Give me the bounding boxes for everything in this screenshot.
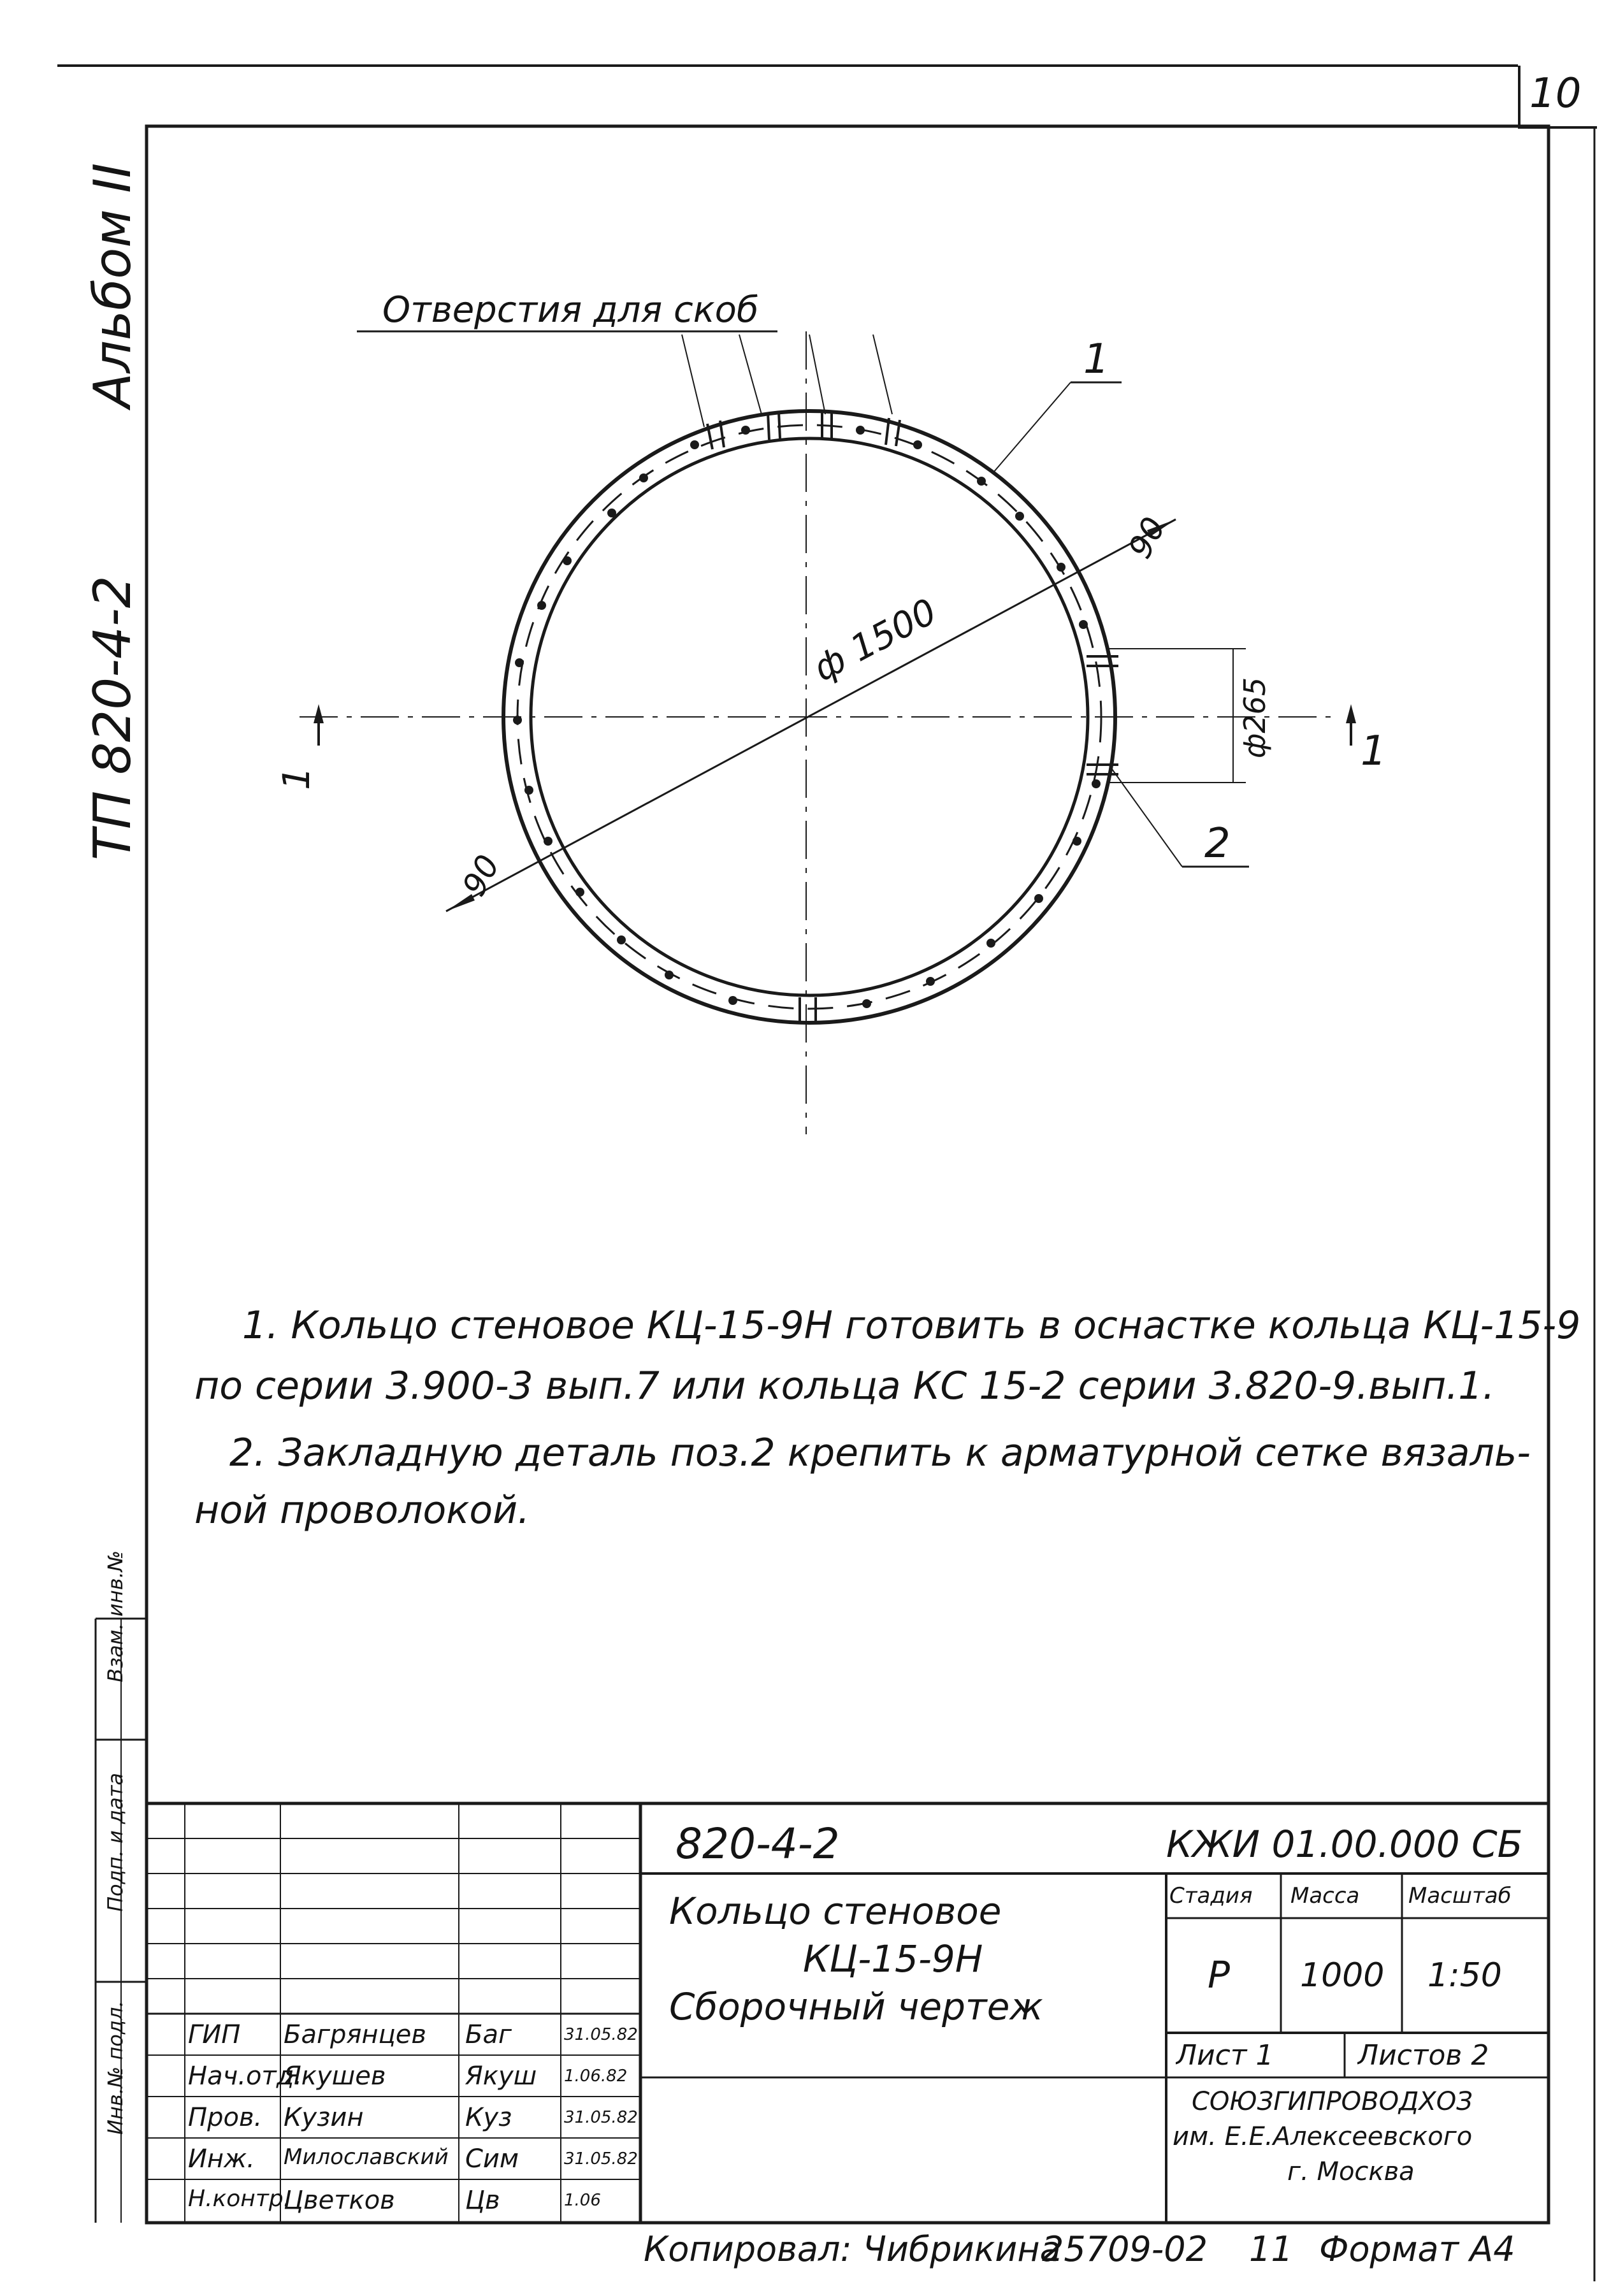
title-line-3: Сборочный чертеж [669, 1985, 1043, 2028]
section-left-label: 1 [275, 767, 318, 790]
staff-name: Милославский [284, 2144, 449, 2170]
org-line-2: им. Е.Е.Алексеевского [1173, 2122, 1473, 2151]
note-line-1: 1. Кольцо стеновое КЦ-15-9Н готовить в оснастке кольца КЦ-15-9 [242, 1303, 1581, 1348]
staff-signature: Баг [465, 2020, 512, 2049]
dim-90-left: 90 [455, 849, 507, 902]
staff-date: 31.05.82 [564, 2108, 638, 2127]
stamp-inv-orig: Инв.№ подл. [103, 2000, 127, 2135]
staff-role: Н.контр. [188, 2186, 291, 2212]
staff-date: 1.06.82 [564, 2067, 628, 2086]
stamp-inv-dupl: Взам. инв.№ [103, 1550, 127, 1682]
scale-header: Масштаб [1408, 1883, 1512, 1909]
dim-265: ф265 [1238, 677, 1272, 758]
pos-2-label: 2 [1204, 820, 1231, 867]
sheets-total: Листов 2 [1357, 2039, 1489, 2072]
note-line-4: ной проволокой. [194, 1488, 530, 1533]
staff-signature: Сим [465, 2144, 519, 2174]
staff-name: Якушев [284, 2061, 386, 2091]
series-label: ТП 820-4-2 [83, 575, 142, 860]
staff-signature: Куз [465, 2103, 512, 2132]
paper-format: Формат А4 [1319, 2229, 1515, 2269]
staff-role: Пров. [188, 2103, 263, 2132]
title-line-2: КЦ-15-9Н [803, 1937, 983, 1981]
stage-value: Р [1208, 1953, 1230, 1996]
note-line-3: 2. Закладную деталь поз.2 крепить к арматурной сетке вязаль- [229, 1431, 1531, 1475]
org-line-1: СОЮЗГИПРОВОДХОЗ [1192, 2087, 1473, 2116]
staff-date: 31.05.82 [564, 2025, 638, 2044]
title-line-1: Кольцо стеновое [669, 1889, 1002, 1933]
project-number: 820-4-2 [675, 1819, 840, 1868]
staff-role: Нач.отд. [188, 2061, 303, 2091]
ring-drawing [300, 331, 1356, 1134]
diameter-label: ф 1500 [807, 591, 944, 690]
staff-date: 31.05.82 [564, 2149, 638, 2169]
album-label: Альбом II [83, 162, 142, 408]
stamp-sign-date: Подп. и дата [103, 1773, 127, 1912]
stage-header: Стадия [1169, 1883, 1253, 1909]
dim-90-right: 90 [1121, 511, 1173, 565]
mass-header: Масса [1290, 1883, 1360, 1909]
staff-signature: Цв [465, 2186, 500, 2215]
section-right-label: 1 [1361, 728, 1387, 775]
copied-by: Копировал: Чибрикина [644, 2229, 1061, 2269]
staff-signature: Якуш [465, 2061, 537, 2091]
staff-name: Багрянцев [284, 2020, 426, 2049]
order-number: 25709-02 [1042, 2229, 1208, 2269]
staff-role: ГИП [188, 2020, 241, 2049]
org-line-3: г. Москва [1287, 2157, 1415, 2186]
staff-name: Кузин [284, 2103, 364, 2132]
note-line-2: по серии 3.900-3 вып.7 или кольца КС 15-2 серии 3.820-9.вып.1. [194, 1364, 1495, 1408]
staff-name: Цветков [284, 2186, 395, 2215]
pos-1-label: 1 [1083, 336, 1109, 383]
mass-value: 1000 [1300, 1956, 1385, 1995]
document-code: КЖИ 01.00.000 СБ [1166, 1823, 1523, 1866]
staff-date: 1.06 [564, 2191, 601, 2210]
staff-role: Инж. [188, 2144, 255, 2174]
sheet-number: Лист 1 [1176, 2039, 1274, 2072]
scale-value: 1:50 [1427, 1956, 1502, 1995]
page-number: 10 [1529, 70, 1582, 117]
footer-sheet-number: 11 [1249, 2229, 1293, 2269]
leader-label: Отверстия для скоб [382, 289, 759, 331]
